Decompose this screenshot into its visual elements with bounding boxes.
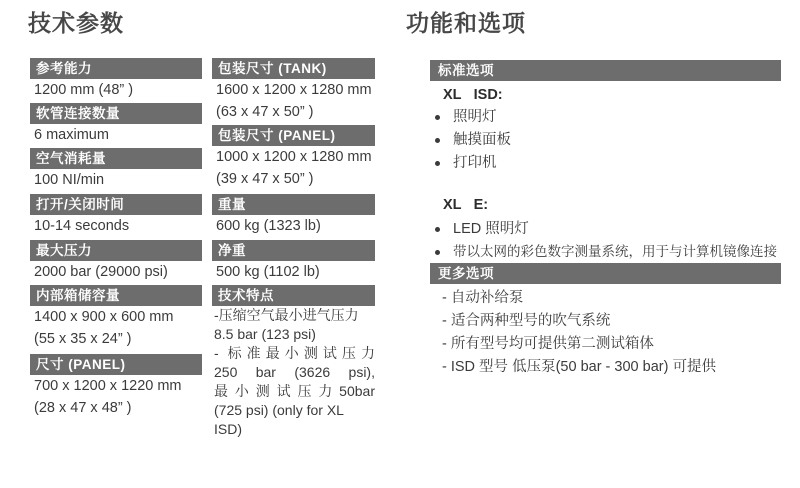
model-group-xl-isd-label: XL ISD: (443, 87, 503, 103)
bullet-icon (435, 115, 440, 120)
spec-value: (39 x 47 x 50” ) (216, 171, 314, 187)
spec-value: 6 maximum (34, 127, 109, 143)
spec-box-air-consumption (30, 148, 202, 191)
bullet-icon (435, 227, 440, 232)
spec-value: 10-14 seconds (34, 218, 130, 234)
spec-label: 软管连接数量 (30, 103, 202, 124)
list-item-label: LED 照明灯 (453, 221, 529, 237)
bullet-icon (435, 138, 440, 143)
spec-label: 重量 (212, 194, 375, 215)
list-item-label: 打印机 (453, 155, 497, 171)
spec-label: 空气消耗量 (30, 148, 202, 169)
spec-label: 内部箱储容量 (30, 285, 202, 306)
spec-box-hose-connections (30, 103, 202, 146)
tech-feature-line: (725 psi) (only for XL (214, 402, 344, 418)
spec-box-packing-size-panel (212, 125, 375, 190)
tech-feature-line: ISD) (214, 421, 242, 437)
spec-label: 技术特点 (212, 285, 375, 306)
spec-value: (55 x 35 x 24” ) (34, 331, 132, 347)
list-item-label: 照明灯 (453, 109, 497, 125)
more-options-header: 更多选项 (430, 263, 781, 284)
spec-value: 700 x 1200 x 1220 mm (34, 378, 182, 394)
spec-label: 尺寸 (PANEL) (30, 354, 202, 375)
spec-value: 1000 x 1200 x 1280 mm (216, 149, 372, 165)
tech-feature-line: - 标准最小测试压力 (214, 345, 375, 361)
list-item (435, 154, 497, 172)
spec-box-weight (212, 194, 375, 237)
list-item (435, 108, 497, 126)
list-item: - 适合两种型号的吹气系统 (442, 313, 611, 329)
standard-options-header: 标准选项 (430, 60, 781, 81)
spec-box-open-close-time (30, 194, 202, 237)
tech-params-title: 技术参数 (28, 10, 124, 36)
list-item: - 所有型号均可提供第二测试箱体 (442, 336, 654, 352)
spec-label: 包装尺寸 (TANK) (212, 58, 375, 79)
bullet-icon (435, 250, 440, 255)
list-item-label: 带以太网的彩色数字测量系统，用于与计算机镜像连接 (453, 244, 777, 259)
spec-label: 净重 (212, 240, 375, 261)
spec-value: (28 x 47 x 48” ) (34, 400, 132, 416)
tech-feature-line: 250 bar (3626 psi), (214, 364, 375, 380)
spec-value: 1400 x 900 x 600 mm (34, 309, 174, 325)
spec-value: 600 kg (1323 lb) (216, 218, 321, 234)
spec-value: 100 NI/min (34, 172, 105, 188)
spec-value: 500 kg (1102 lb) (216, 264, 320, 280)
spec-box-size-panel (30, 354, 202, 419)
spec-label: 包装尺寸 (PANEL) (212, 125, 375, 146)
spec-box-packing-size-tank (212, 58, 375, 123)
spec-box-reference-capacity (30, 58, 202, 101)
spec-value: 1600 x 1200 x 1280 mm (216, 82, 372, 98)
spec-value: (63 x 47 x 50” ) (216, 104, 314, 120)
spec-box-max-pressure (30, 240, 202, 283)
spec-value: 1200 mm (48” ) (34, 82, 134, 98)
bullet-icon (435, 161, 440, 166)
tech-feature-line: 8.5 bar (123 psi) (214, 326, 316, 342)
list-item: - ISD 型号 低压泵(50 bar - 300 bar) 可提供 (442, 359, 716, 375)
list-item (435, 131, 511, 149)
spec-box-net-weight (212, 240, 375, 283)
list-item (435, 243, 777, 261)
spec-label: 打开/关闭时间 (30, 194, 202, 215)
features-options-title: 功能和选项 (406, 10, 526, 36)
spec-box-internal-tank-capacity (30, 285, 202, 350)
list-item: - 自动补给泵 (442, 290, 524, 306)
spec-label: 最大压力 (30, 240, 202, 261)
spec-box-technical-features (212, 285, 375, 439)
list-item-label: 触摸面板 (453, 132, 511, 148)
tech-feature-line: -压缩空气最小进气压力 (214, 307, 359, 323)
spec-value: 2000 bar (29000 psi) (34, 264, 168, 280)
tech-feature-line: 最小测试压力50bar (214, 383, 375, 399)
list-item (435, 220, 529, 238)
spec-label: 参考能力 (30, 58, 202, 79)
model-group-xl-e-label: XL E: (443, 197, 489, 213)
